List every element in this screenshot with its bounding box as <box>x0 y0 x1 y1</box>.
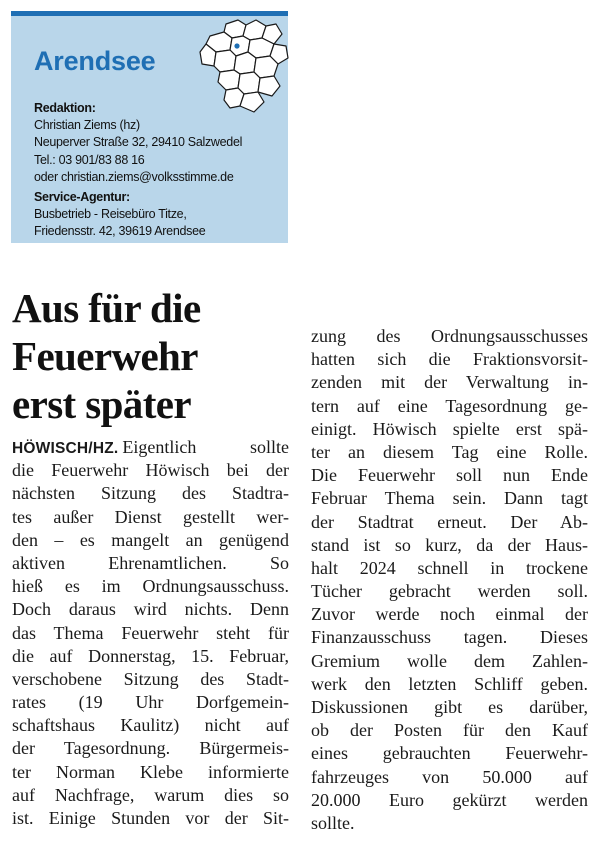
body-line: nächsten Sitzung des Stadtra- <box>12 483 289 504</box>
local-info-box <box>11 11 288 243</box>
body-line: tern auf eine Tagesordnung ge- <box>311 395 588 416</box>
redaktion-phone: Tel.: 03 901/83 88 16 <box>34 152 145 167</box>
body-line: Die Feuerwehr soll nun Ende <box>311 465 588 486</box>
body-line: Februar Thema sein. Dann tagt <box>311 488 588 509</box>
body-line: Zuvor werde noch einmal der <box>311 604 588 625</box>
article-headline <box>12 284 297 428</box>
body-line: ter Norman Klebe informierte <box>12 761 289 782</box>
location-marker-icon <box>234 43 239 48</box>
body-line: Tücher gebracht werden soll. <box>311 581 588 602</box>
body-line: den – es mangelt an genügend <box>12 529 289 550</box>
body-line: halt 2024 schnell in trockene <box>311 557 588 578</box>
article-column-right <box>311 325 588 835</box>
body-line: die Feuerwehr Höwisch bei der <box>12 460 289 481</box>
body-line: ter an diesem Tag eine Rolle. <box>311 441 588 462</box>
service-label: Service-Agentur: <box>34 190 130 205</box>
body-line: die auf Donnerstag, 15. Februar, <box>12 645 289 666</box>
redaktion-address: Neuperver Straße 32, 29410 Salzwedel <box>34 135 243 150</box>
body-line: der Stadtrat erneut. Der Ab- <box>311 511 588 532</box>
redaktion-label: Redaktion: <box>34 101 96 115</box>
body-line: Finanzausschuss tagen. Dieses <box>311 627 588 648</box>
body-line: rates (19 Uhr Dorfgemein- <box>12 692 289 713</box>
body-line: fahrzeuges von 50.000 auf <box>311 766 588 787</box>
body-line: schaftshaus Kaulitz) nicht auf <box>12 715 289 736</box>
body-line: stand ist so kurz, da der Haus- <box>311 534 588 555</box>
dateline: HÖWISCH/HZ. <box>12 440 119 457</box>
body-line: tes außer Dienst gestellt wer- <box>12 506 289 527</box>
body-line: ob der Posten für den Kauf <box>311 720 588 741</box>
body-line: hieß es im Ordnungsausschuss. <box>12 576 289 597</box>
body-line: eines gebrauchten Feuerwehr- <box>311 743 588 764</box>
body-line: Diskussionen gibt es darüber, <box>311 697 588 717</box>
service-address: Friedensstr. 42, 39619 Arendsee <box>34 224 206 239</box>
body-line: zung des Ordnungsausschusses <box>311 326 588 346</box>
headline-line: Feuerwehr <box>12 333 198 379</box>
body-line: ist. Einige Stunden vor der Sit- <box>12 808 289 828</box>
redaktion-name: Christian Ziems (hz) <box>34 118 140 133</box>
local-section-title: Arendsee <box>34 46 156 76</box>
body-line: der Tagesordnung. Bürgermeis- <box>12 738 289 759</box>
body-line: Doch daraus wird nichts. Denn <box>12 599 289 620</box>
body-line: 20.000 Euro gekürzt werden <box>311 789 588 810</box>
body-line: auf Nachfrage, warum dies so <box>12 784 289 805</box>
body-line: Gremium wolle dem Zahlen- <box>311 650 588 671</box>
body-line <box>12 436 289 459</box>
body-line: einigt. Höwisch spielte erst spä- <box>311 418 588 439</box>
body-line: sollte. <box>311 812 355 833</box>
body-line-text: Eigentlich sollte <box>122 437 289 457</box>
headline-line: Aus für die <box>12 285 201 331</box>
body-line: aktiven Ehrenamtlichen. So <box>12 552 289 573</box>
redaktion-email[interactable]: oder christian.ziems@volksstimme.de <box>34 169 234 184</box>
headline-line: erst später <box>12 381 191 427</box>
body-line: verschobene Sitzung des Stadt- <box>12 668 289 689</box>
contact-block <box>34 100 284 241</box>
body-line: das Thema Feuerwehr steht für <box>12 622 289 643</box>
body-line: werk den letzten Schliff geben. <box>311 673 588 694</box>
service-name: Busbetrieb - Reisebüro Titze, <box>34 207 187 222</box>
article-column-left <box>12 436 289 830</box>
body-line: hatten sich die Fraktionsvorsit- <box>311 349 588 370</box>
body-line: zenden mit der Verwaltung in- <box>311 372 588 393</box>
